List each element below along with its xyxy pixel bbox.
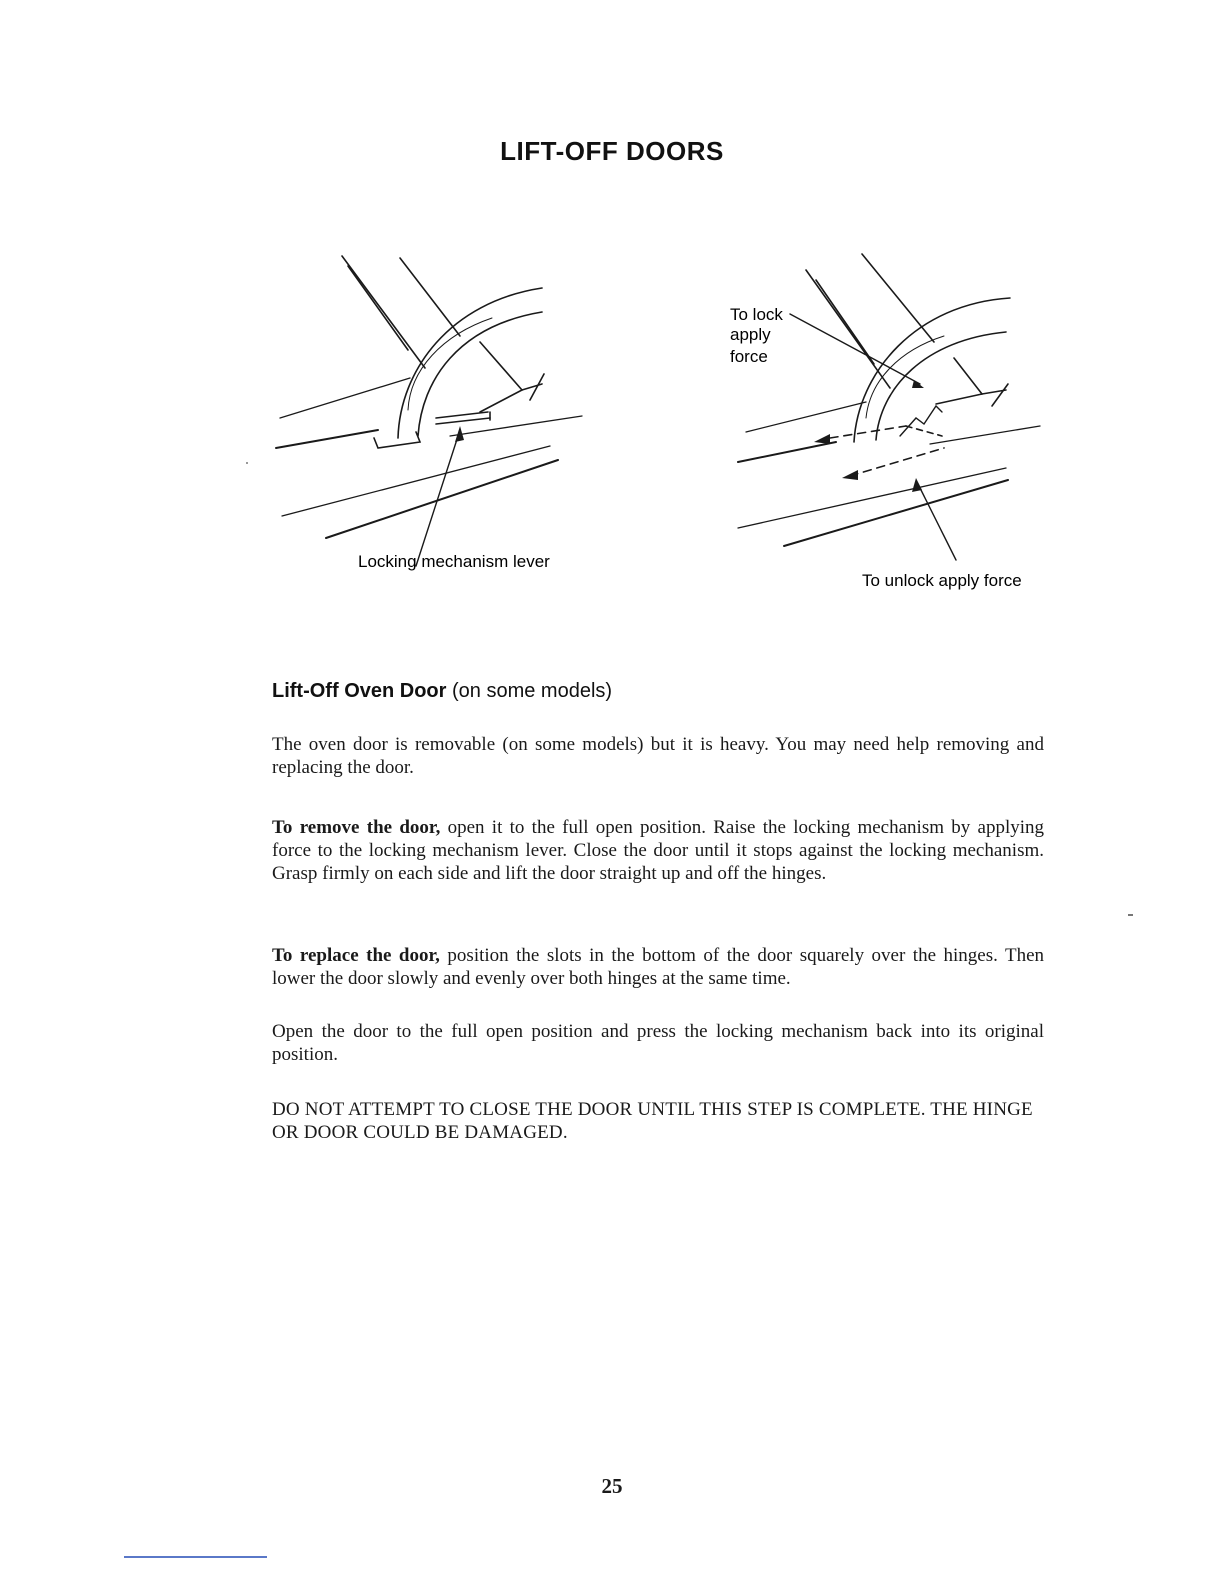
section-heading-bold: Lift-Off Oven Door bbox=[272, 680, 447, 702]
page-number: 25 bbox=[601, 1474, 623, 1498]
paragraph-replace bbox=[272, 944, 1044, 990]
warning-text: DO NOT ATTEMPT TO CLOSE THE DOOR UNTIL THIS STEP IS COMPLETE. THE HINGE OR DOOR COULD BE DAMAGED. bbox=[272, 1099, 1033, 1143]
dashed-lock-path bbox=[830, 426, 906, 438]
arrow-head bbox=[912, 478, 922, 492]
arrow-head bbox=[814, 434, 830, 444]
hinge-diagram-left bbox=[250, 240, 610, 590]
label-to-unlock: To unlock apply force bbox=[862, 571, 1022, 590]
footer-rule bbox=[124, 1556, 267, 1558]
unlock-pointer-line bbox=[918, 484, 956, 560]
arrow-head bbox=[912, 380, 924, 388]
label-locking-lever: Locking mechanism lever bbox=[358, 552, 550, 571]
scan-dot bbox=[246, 462, 248, 464]
hinge-arm-line bbox=[348, 266, 408, 350]
lock-pointer-line bbox=[790, 314, 920, 384]
section-heading bbox=[272, 680, 612, 703]
pointer-line bbox=[416, 430, 460, 566]
label-to-lock: To lock bbox=[730, 305, 783, 324]
hinge-arc-outer bbox=[398, 288, 542, 438]
replace-rest: position the slots in the bottom of the door squarely over the hinges. Then lower the door slowly and evenly over both hinges at the same time. bbox=[272, 945, 1045, 989]
dashed-unlock-path bbox=[850, 448, 944, 476]
label-force: force bbox=[730, 347, 768, 366]
page-title: LIFT-OFF DOORS bbox=[500, 136, 724, 166]
scan-mark bbox=[1128, 914, 1133, 916]
hinge-arm-line bbox=[400, 258, 460, 336]
hinge-arm-line bbox=[342, 256, 425, 368]
hinge-diagram-right bbox=[720, 240, 1060, 600]
label-apply: apply bbox=[730, 325, 771, 344]
remove-mid: open it to the full open position. bbox=[447, 817, 706, 838]
paragraph-intro: The oven door is removable (on some models) but it is heavy. You may need help removing and replacing the door. bbox=[272, 734, 1044, 778]
section-heading-note: (on some models) bbox=[452, 680, 613, 702]
arrow-head bbox=[842, 470, 858, 480]
remove-lead: To remove the door, bbox=[272, 817, 441, 838]
paragraph-open: Open the door to the full open position and press the locking mechanism back into its original position. bbox=[272, 1021, 1044, 1065]
remove-rest: Raise the locking mechanism by applying force to the locking mechanism lever. Close the door until it stops against the locking mechanism. Grasp firmly on each side and lift the door straight up and off the hinges. bbox=[272, 817, 1045, 884]
replace-lead: To replace the door, bbox=[272, 945, 440, 966]
paragraph-remove bbox=[272, 816, 1044, 885]
